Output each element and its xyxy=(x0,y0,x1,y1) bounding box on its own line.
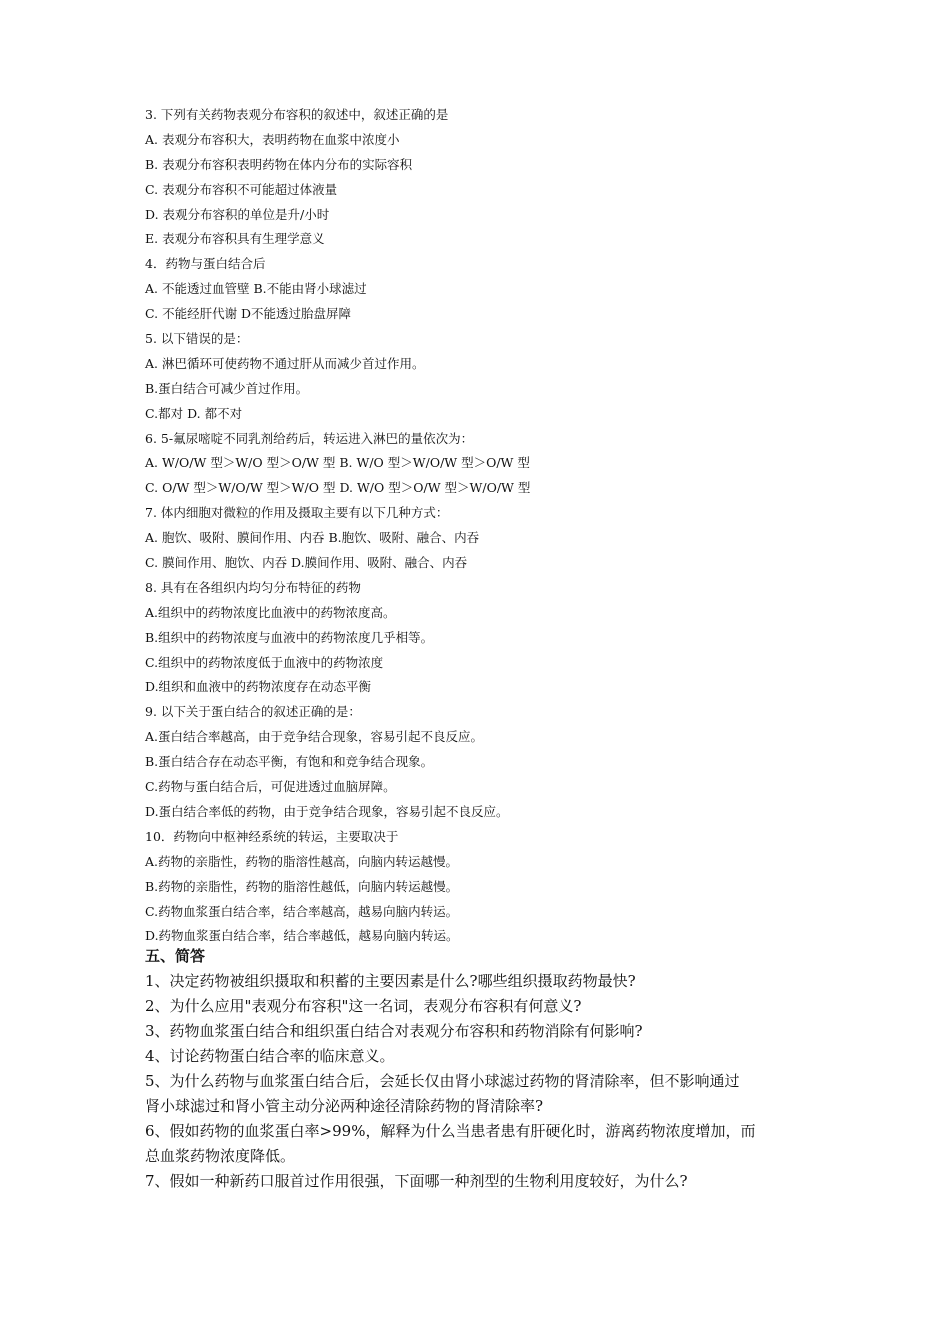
short-answer-line: 7、假如一种新药口服首过作用很强，下面哪一种剂型的生物利用度较好，为什么? xyxy=(145,1172,688,1190)
question-line: C. 膜间作用、胞饮、内吞 D.膜间作用、吸附、融合、内吞 xyxy=(145,555,468,571)
question-line: C. 不能经肝代谢 D不能透过胎盘屏障 xyxy=(145,306,352,322)
question-line: A.组织中的药物浓度比血液中的药物浓度高。 xyxy=(145,604,396,620)
question-line: A. 淋巴循环可使药物不通过肝从而减少首过作用。 xyxy=(145,355,425,371)
question-line: B.蛋白结合存在动态平衡，有饱和和竞争结合现象。 xyxy=(145,754,434,770)
question-line: A. W/O/W 型＞W/O 型＞O/W 型 B. W/O 型＞W/O/W 型＞O/W 型 xyxy=(145,455,530,471)
question-line: C. 表观分布容积不可能超过体液量 xyxy=(145,181,338,197)
question-line: A.蛋白结合率越高，由于竞争结合现象，容易引起不良反应。 xyxy=(145,729,484,745)
question-line: 8. 具有在各组织内均匀分布特征的药物 xyxy=(145,579,361,595)
short-answer-line: 总血浆药物浓度降低。 xyxy=(145,1147,296,1165)
question-line: A. 不能透过血管壁 B.不能由肾小球滤过 xyxy=(145,281,367,297)
question-line: D.组织和血液中的药物浓度存在动态平衡 xyxy=(145,679,372,695)
multiple-choice-questions xyxy=(145,103,825,949)
question-line: A.药物的亲脂性，药物的脂溶性越高，向脑内转运越慢。 xyxy=(145,853,459,869)
question-line: C.都对 D. 都不对 xyxy=(145,405,243,421)
question-line: C.药物血浆蛋白结合率，结合率越高，越易向脑内转运。 xyxy=(145,903,459,919)
question-line: C.组织中的药物浓度低于血液中的药物浓度 xyxy=(145,654,384,670)
question-line: C.药物与蛋白结合后，可促进透过血脑屏障。 xyxy=(145,779,396,795)
question-line: A. 表观分布容积大，表明药物在血浆中浓度小 xyxy=(145,131,400,147)
question-line: 9. 以下关于蛋白结合的叙述正确的是： xyxy=(145,704,361,720)
question-line: 6. 5-氟尿嘧啶不同乳剂给药后，转运进入淋巴的量依次为： xyxy=(145,430,474,446)
short-answer-questions xyxy=(145,969,815,1194)
section-title-short-answer: 五、简答 xyxy=(145,947,206,965)
question-line: B. 表观分布容积表明药物在体内分布的实际容积 xyxy=(145,156,413,172)
short-answer-line: 6、假如药物的血浆蛋白率>99%，解释为什么当患者患有肝硬化时，游离药物浓度增加，而 xyxy=(145,1122,756,1140)
question-line: 5. 以下错误的是： xyxy=(145,331,249,347)
short-answer-line: 1、决定药物被组织摄取和积蓄的主要因素是什么?哪些组织摄取药物最快? xyxy=(145,972,636,990)
short-answer-line: 5、为什么药物与血浆蛋白结合后，会延长仅由肾小球滤过药物的肾清除率，但不影响通过 xyxy=(145,1072,740,1090)
question-line: D.药物血浆蛋白结合率，结合率越低，越易向脑内转运。 xyxy=(145,928,459,944)
short-answer-line: 2、为什么应用"表观分布容积"这一名词，表观分布容积有何意义? xyxy=(145,997,582,1015)
question-line: A. 胞饮、吸附、膜间作用、内吞 B.胞饮、吸附、融合、内吞 xyxy=(145,530,480,546)
short-answer-line: 3、药物血浆蛋白结合和组织蛋白结合对表观分布容积和药物消除有何影响? xyxy=(145,1022,643,1040)
question-line: D. 表观分布容积的单位是升/小时 xyxy=(145,206,330,222)
question-line: B.组织中的药物浓度与血液中的药物浓度几乎相等。 xyxy=(145,629,434,645)
question-line: 3. 下列有关药物表观分布容积的叙述中，叙述正确的是 xyxy=(145,107,449,122)
question-line: B.蛋白结合可减少首过作用。 xyxy=(145,380,309,396)
short-answer-line: 4、讨论药物蛋白结合率的临床意义。 xyxy=(145,1047,395,1065)
question-line: 7. 体内细胞对微粒的作用及摄取主要有以下几种方式： xyxy=(145,505,449,521)
question-line: B.药物的亲脂性，药物的脂溶性越低，向脑内转运越慢。 xyxy=(145,878,459,894)
short-answer-line: 肾小球滤过和肾小管主动分泌两种途径清除药物的肾清除率? xyxy=(145,1097,544,1115)
question-line: 4．药物与蛋白结合后 xyxy=(145,256,266,272)
question-line: E. 表观分布容积具有生理学意义 xyxy=(145,231,325,247)
question-line: C. O/W 型＞W/O/W 型＞W/O 型 D. W/O 型＞O/W 型＞W/O/W 型 xyxy=(145,480,531,496)
question-line: 10．药物向中枢神经系统的转运，主要取决于 xyxy=(145,828,399,844)
question-line: D.蛋白结合率低的药物，由于竞争结合现象，容易引起不良反应。 xyxy=(145,803,509,819)
